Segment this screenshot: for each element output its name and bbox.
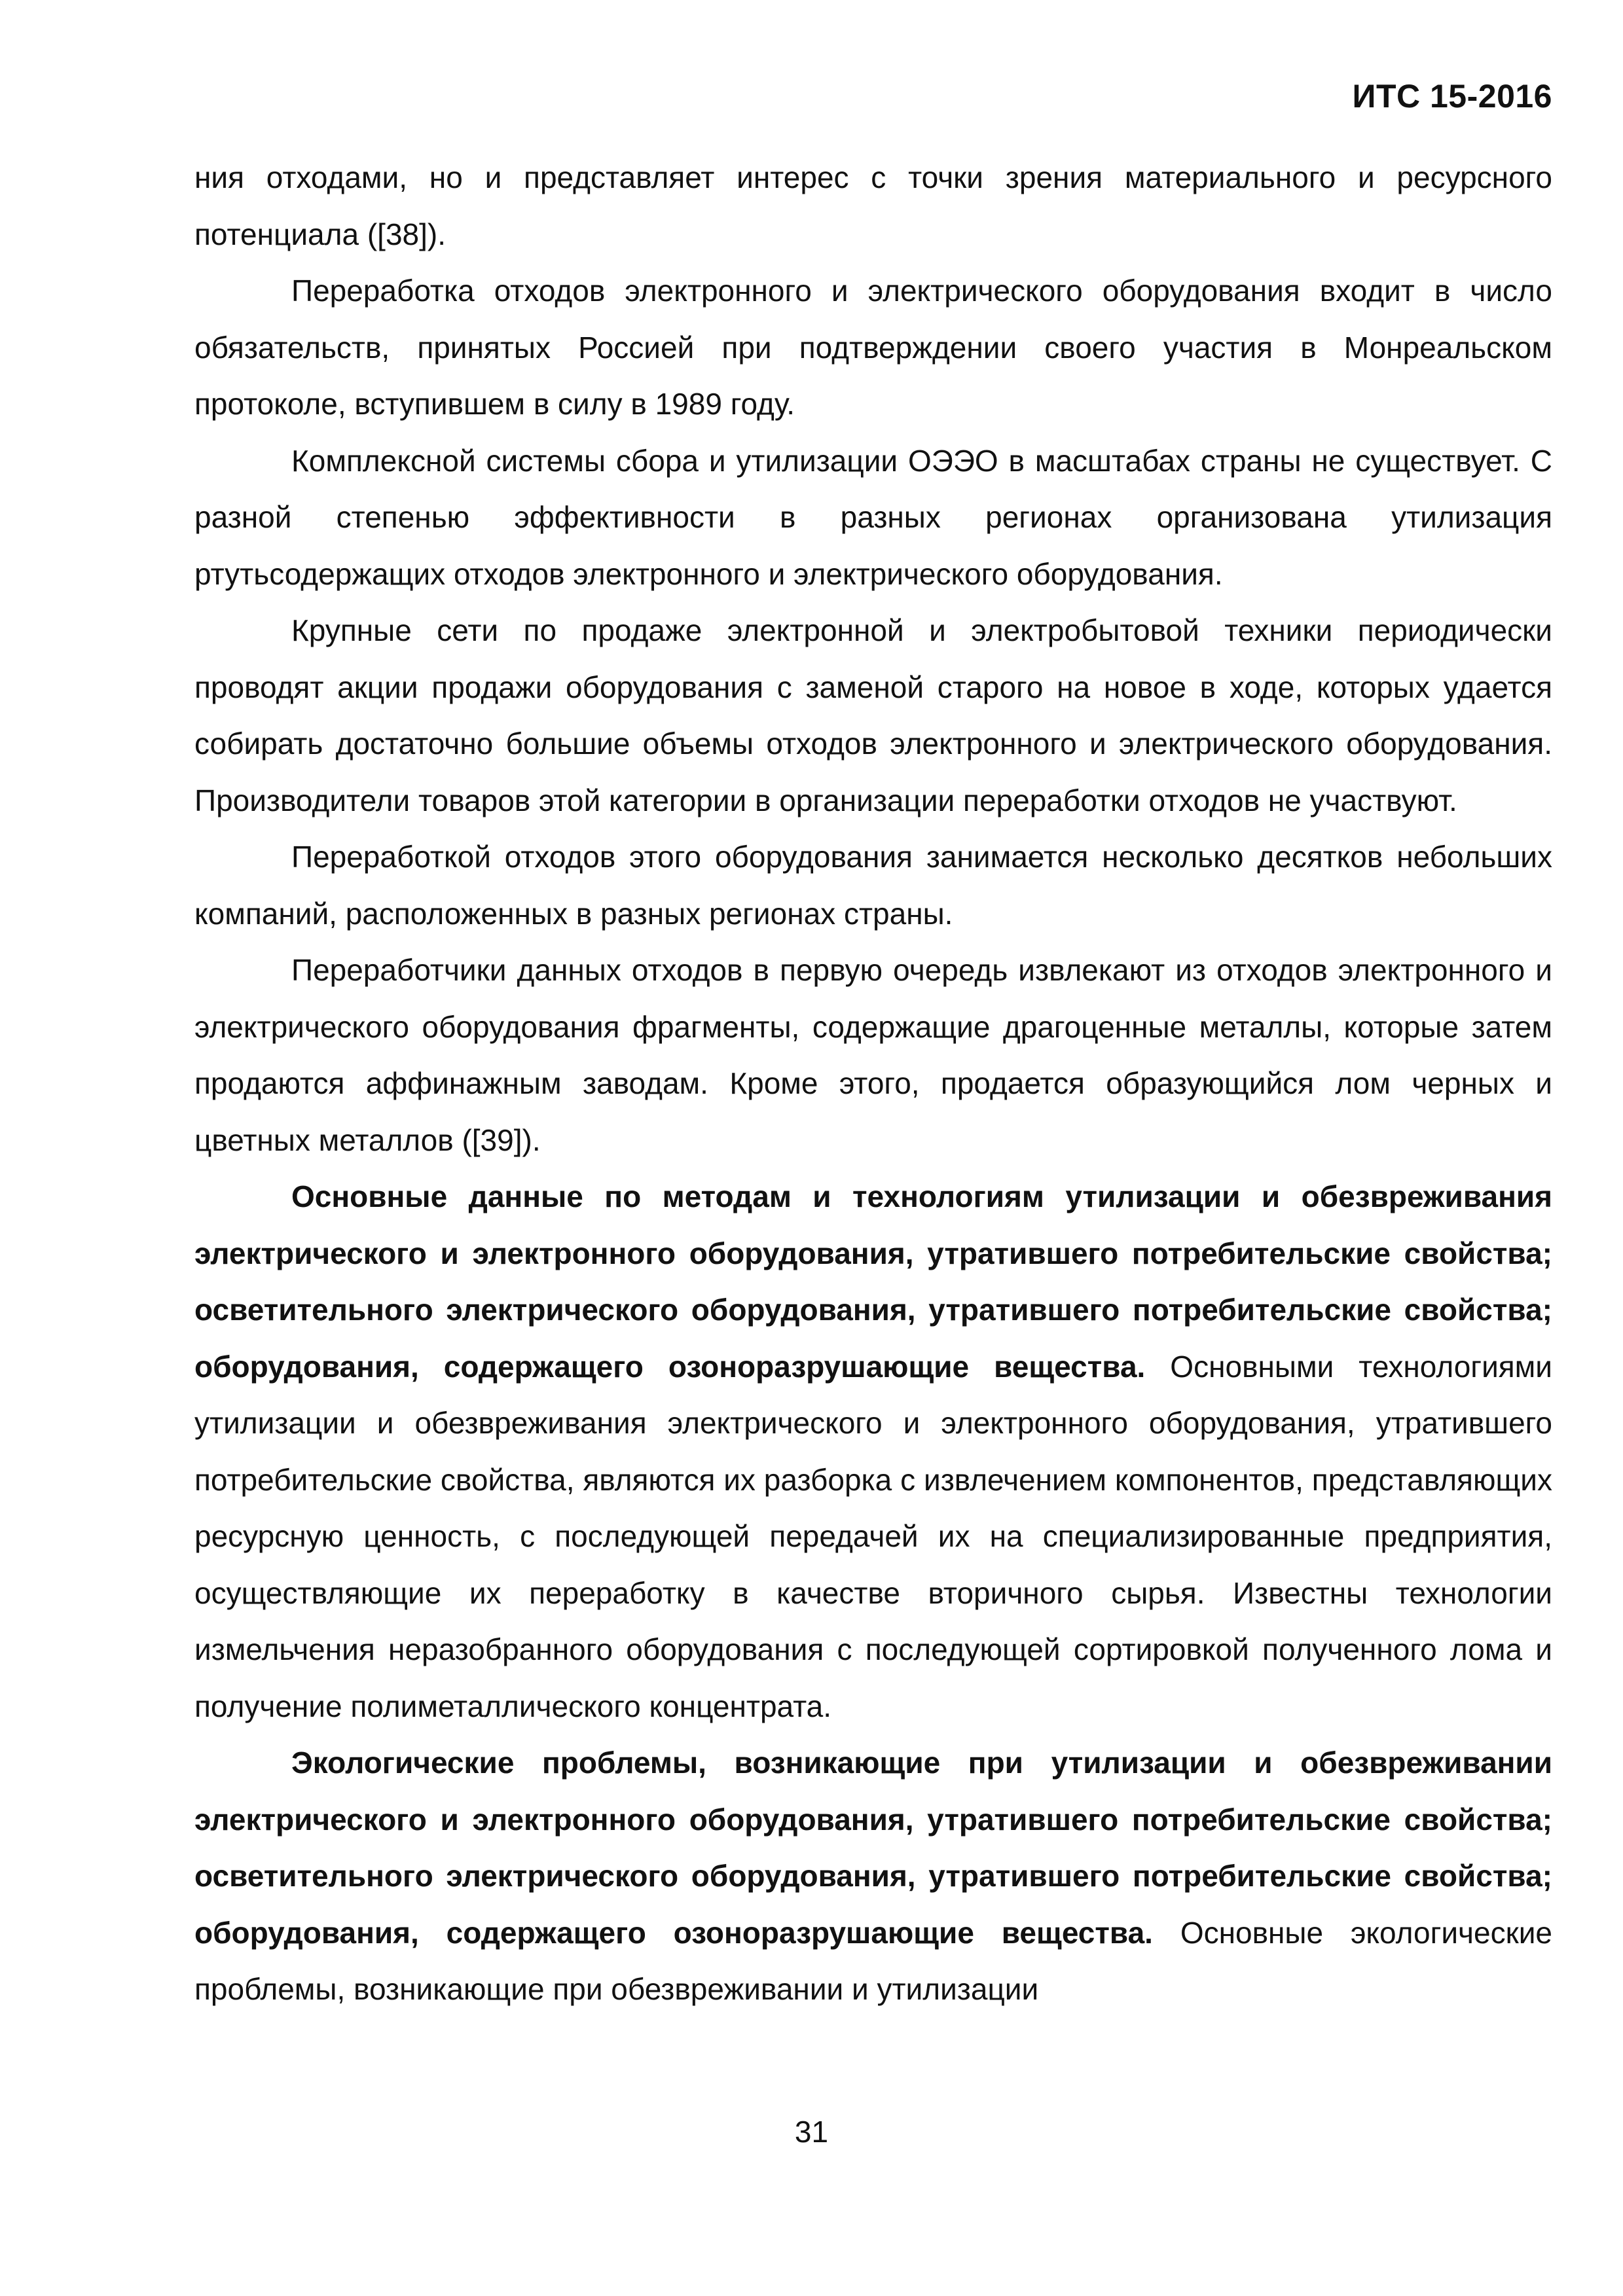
paragraph-recycling-companies: Переработкой отходов этого оборудования занимается несколько десятков небольших компаний, расположенных в разных регионах страны.: [194, 840, 1552, 931]
section-heading-methods: Основные данные по методам и технологиям утилизации и обезвреживания электрического и электронного оборудования, утратившего потребительские свойства; осветительного электрического оборудования, утратившего потребительские свойства; оборудования, содержащего озоноразрушающие вещества.: [194, 1179, 1552, 1384]
section-text-environmental: Основные экологические проблемы, возникающие при обезвреживании и утилизации: [194, 1915, 1552, 2006]
paragraph-methods-technologies: [194, 1168, 1552, 1734]
section-text-methods: Основными технологиями утилизации и обезвреживания электрического и электронного оборудования, утратившего потребительские свойства, являются их разборка с извлечением компонентов, представляющих ресурсную ценность, с последующей передачей их на специализированные предприятия, осуществляющие их переработку в качестве вторичного сырья. Известны технологии измельчения неразобранного оборудования с последующей сортировкой полученного лома и получение полиметаллического концентрата.: [194, 1349, 1553, 1723]
paragraph-environmental-problems: [194, 1734, 1552, 2018]
document-code-header: ИТС 15-2016: [1352, 78, 1552, 115]
paragraph-retail-networks: Крупные сети по продаже электронной и электробытовой техники периодически проводят акции продажи оборудования с заменой старого на новое в ходе, которых удается собирать достаточно большие объемы отходов электронного и электрического оборудования. Производители товаров этой категории в организации переработки отходов не участвуют.: [194, 613, 1552, 817]
paragraph-continuation: ния отходами, но и представляет интерес с точки зрения материального и ресурсного потенциала ([38]).: [194, 160, 1552, 251]
section-heading-environmental: Экологические проблемы, возникающие при утилизации и обезвреживании электрического и электронного оборудования, утратившего потребительские свойства; осветительного электрического оборудования, утратившего потребительские свойства; оборудования, содержащего озоноразрушающие вещества.: [194, 1746, 1552, 1950]
paragraph-collection-system: Комплексной системы сбора и утилизации ОЭЭО в масштабах страны не существует. С разной степенью эффективности в разных регионах организована утилизация ртутьсодержащих отходов электронного и электрического оборудования.: [194, 443, 1552, 591]
paragraph-precious-metals: Переработчики данных отходов в первую очередь извлекают из отходов электронного и электрического оборудования фрагменты, содержащие драгоценные металлы, которые затем продаются аффинажным заводам. Кроме этого, продается образующийся лом черных и цветных металлов ([39]).: [194, 953, 1552, 1157]
page-number: 31: [794, 2115, 829, 2149]
document-body: [194, 149, 1552, 2018]
paragraph-recycling-obligations: Переработка отходов электронного и электрического оборудования входит в число обязательств, принятых Россией при подтверждении своего участия в Монреальском протоколе, вступившем в силу в 1989 году.: [194, 274, 1552, 421]
